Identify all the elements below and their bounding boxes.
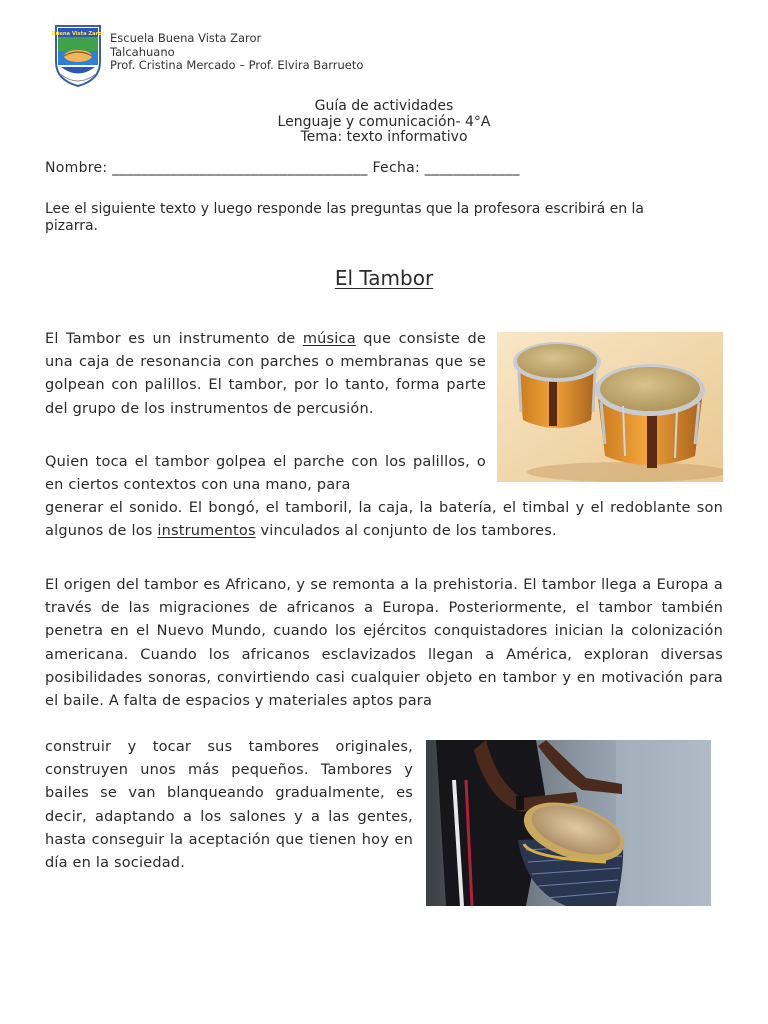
djembe-image [426, 740, 711, 906]
paragraph-3-top: El origen del tambor es Africano, y se remonta a la prehistoria. El tambor llega a Europa a través de las migraciones de africanos a Europa. Posteriormente, el tambor también penetra en el Nuevo Mundo, cuando los ejércitos conquistadores inician la colonización americana. Cuando los africanos esclavizados llegan a América, exploran diversas posibilidades sonoras, convirtiendo casi cualquier objeto en tambor y en motivación para el baile. A falta de espacios y materiales aptos para [45, 577, 723, 710]
instructions: Lee el siguiente texto y luego responde las preguntas que la profesora escribirá en la pizarra. [45, 201, 644, 234]
paragraph-3-bottom: construir y tocar sus tambores originales, construyen unos más pequeños. Tambores y bailes se van blanqueando gradualmente, es decir, adaptando a los salones y a las gentes, hasta conseguir la aceptación que tienen hoy en día en la sociedad. [45, 739, 413, 872]
p1-text-a: El Tambor es un instrumento de [45, 331, 303, 347]
school-header [52, 22, 452, 92]
paragraph-2-top: Quien toca el tambor golpea el parche con los palillos, o en ciertos contextos con una mano, para [45, 454, 486, 494]
link-musica[interactable]: música [302, 331, 356, 347]
paragraph-2-bottom [45, 497, 723, 543]
link-instrumentos[interactable]: instrumentos [157, 523, 256, 540]
guide-heading [0, 99, 768, 146]
logo-text: Buena Vista Zaror [52, 31, 104, 37]
guide-line-3: Tema: texto informativo [300, 129, 468, 145]
school-city: Talcahuano [110, 44, 175, 59]
article-title [0, 266, 768, 290]
p2-text-a: generar el sonido. El bongó, el tamboril, la caja, la batería, el timbal y el redoblante son algunos de los [45, 500, 723, 540]
name-date-line[interactable]: Nombre: ___________________________________ Fecha: _____________ [45, 160, 520, 176]
teachers: Prof. Cristina Mercado – Prof. Elvira Barrueto [110, 58, 364, 72]
school-logo [52, 22, 104, 88]
p1-text-b: que consiste de una caja de resonancia con parches o membranas que se golpean con palillos. El tambor, por lo tanto, forma parte del grupo de los instrumentos de percusión. [45, 331, 486, 417]
article-title-text: El Tambor [334, 266, 434, 290]
paragraph-1 [45, 328, 486, 421]
school-info [110, 32, 363, 73]
school-name: Escuela Buena Vista Zaror [110, 31, 262, 45]
guide-line-2: Lenguaje y comunicación- 4°A [277, 113, 491, 130]
guide-line-1: Guía de actividades [314, 98, 454, 114]
bongo-image [497, 332, 723, 482]
p2-text-b: vinculados al conjunto de los tambores. [255, 523, 557, 540]
